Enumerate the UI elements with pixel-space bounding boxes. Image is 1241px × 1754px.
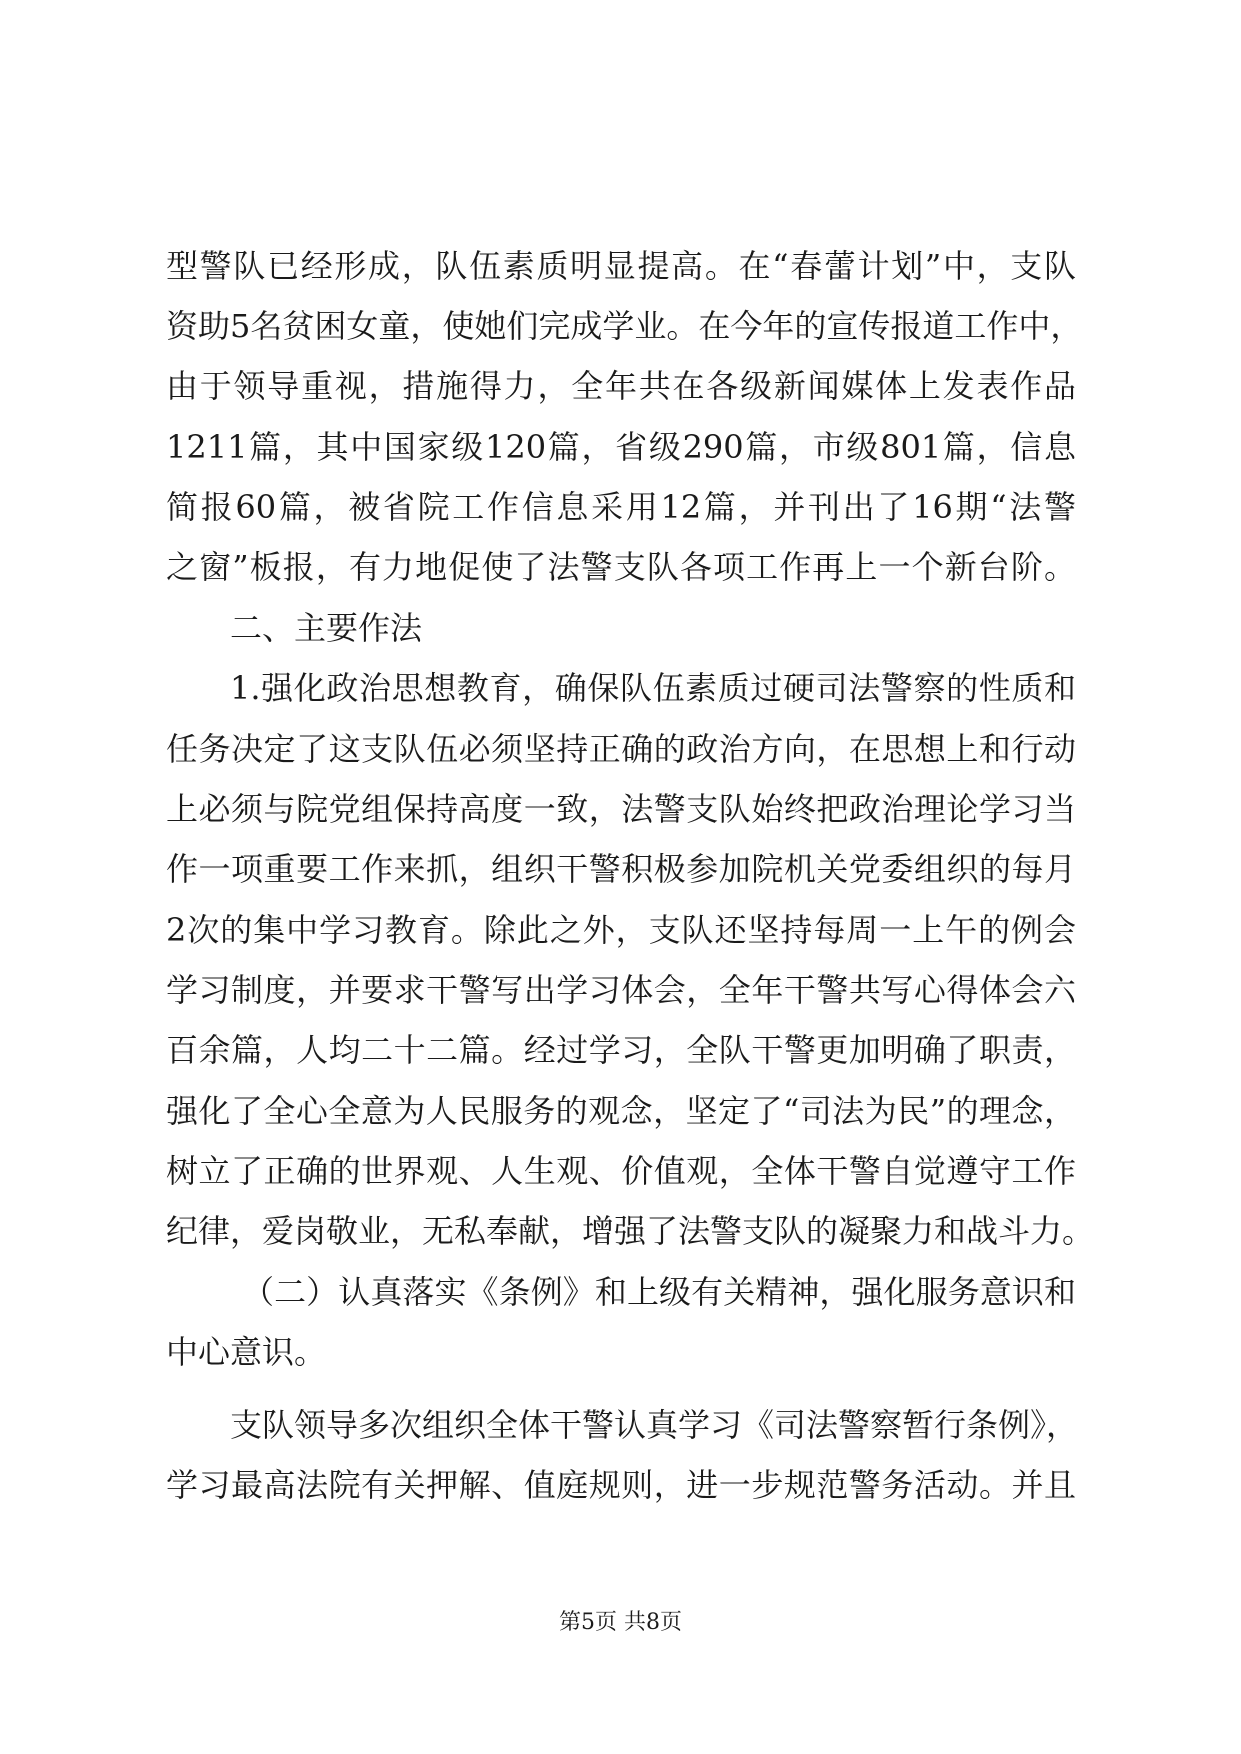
body-line: 型警队已经形成，队伍素质明显提高。在“春蕾计划”中，支队 — [166, 247, 1076, 285]
body-line: 学习最高法院有关押解、值庭规则，进一步规范警务活动。并且 — [166, 1466, 1076, 1504]
section-heading: 二、主要作法 — [230, 609, 423, 647]
body-line: 学习制度，并要求干警写出学习体会，全年干警共写心得体会六 — [166, 971, 1076, 1009]
body-line: 由于领导重视，措施得力，全年共在各级新闻媒体上发表作品 — [166, 367, 1076, 405]
page-number-footer: 第5页 共8页 — [559, 1610, 682, 1635]
body-line: 强化了全心全意为人民服务的观念，坚定了“司法为民”的理念， — [166, 1092, 1076, 1130]
body-line: 中心意识。 — [166, 1333, 327, 1371]
body-line: 树立了正确的世界观、人生观、价值观，全体干警自觉遵守工作 — [166, 1152, 1076, 1190]
body-line: 之窗”板报，有力地促使了法警支队各项工作再上一个新台阶。 — [166, 548, 1076, 586]
body-line: 上必须与院党组保持高度一致，法警支队始终把政治理论学习当 — [166, 790, 1076, 828]
body-line: 纪律，爱岗敬业，无私奉献，增强了法警支队的凝聚力和战斗力。 — [166, 1212, 1095, 1250]
body-line: 任务决定了这支队伍必须坚持正确的政治方向，在思想上和行动 — [166, 730, 1076, 768]
subsection-heading: 1.强化政治思想教育，确保队伍素质过硬司法警察的性质和 — [230, 669, 1076, 707]
body-line: 2次的集中学习教育。除此之外，支队还坚持每周一上午的例会 — [166, 911, 1076, 949]
body-line: 作一项重要工作来抓，组织干警积极参加院机关党委组织的每月 — [166, 850, 1076, 888]
body-line: 支队领导多次组织全体干警认真学习《司法警察暂行条例》， — [230, 1406, 1079, 1444]
body-line: 简报60篇，被省院工作信息采用12篇，并刊出了16期“法警 — [166, 488, 1076, 526]
body-line: 1211篇，其中国家级120篇，省级290篇，市级801篇，信息 — [166, 428, 1076, 466]
body-line: 百余篇，人均二十二篇。经过学习，全队干警更加明确了职责， — [166, 1031, 1076, 1069]
subsection-heading: （二）认真落实《条例》和上级有关精神，强化服务意识和 — [242, 1273, 1076, 1311]
body-line: 资助5名贫困女童，使她们完成学业。在今年的宣传报道工作中， — [166, 307, 1083, 345]
